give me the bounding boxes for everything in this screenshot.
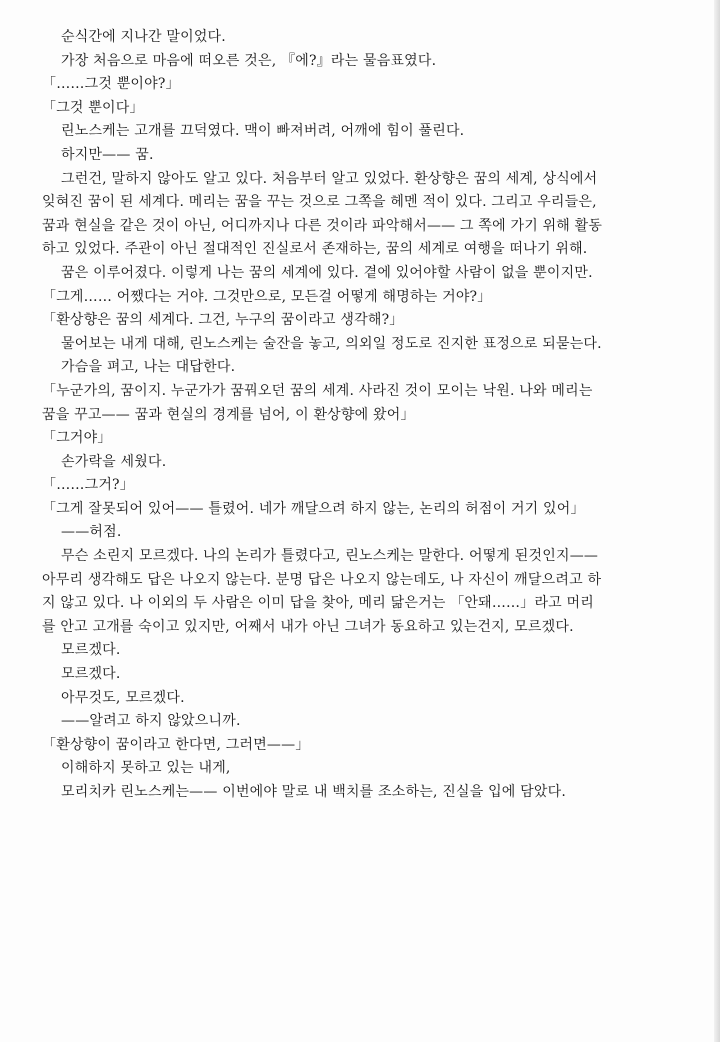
text-line: 「누군가의, 꿈이지. 누군가가 꿈꿔오던 꿈의 세계. 사라진 것이 모이는 낙원. 나와 메리는 — [42, 382, 593, 399]
text-line: 모리치카 린노스케는—— 이번에야 말로 내 백치를 조소하는, 진실을 입에 담았다. — [61, 784, 566, 800]
body-text — [42, 26, 682, 805]
text-line: 손가락을 세웠다. — [61, 453, 167, 470]
text-line: 그런건, 말하지 않아도 알고 있다. 처음부터 알고 있었다. 환상향은 꿈의 세계, 상식에서 — [61, 170, 598, 187]
text-line: 꿈과 현실을 같은 것이 아닌, 어디까지나 다른 것이라 파악해서—— 그 쪽에 가기 위해 활동 — [42, 217, 603, 234]
text-line: 「그것 뿐이다」 — [42, 99, 144, 116]
text-line: 「그게 잘못되어 있어—— 틀렸어. 네가 깨달으려 하지 않는, 논리의 허점이 거기 있어」 — [42, 500, 585, 517]
text-line: 린노스케는 고개를 끄덕였다. 맥이 빠져버려, 어깨에 힘이 풀린다. — [61, 123, 465, 140]
text-line: 「……그것 뿐이야?」 — [42, 76, 180, 93]
text-line: 하고 있었다. 주관이 아닌 절대적인 진실로서 존재하는, 꿈의 세계로 여행을 떠나기 위해. — [42, 241, 588, 258]
text-line: 하지만—— 꿈. — [61, 146, 154, 163]
text-line: 물어보는 내게 대해, 린노스케는 술잔을 놓고, 의외일 정도로 진지한 표정으로 되묻는다. — [61, 335, 602, 352]
text-line: 모르겠다. — [61, 642, 121, 659]
text-line: 가장 처음으로 마음에 떠오른 것은, 『에?』라는 물음표였다. — [61, 52, 437, 69]
text-line: 아무것도, 모르겠다. — [61, 689, 185, 706]
text-line: 지 않고 있다. 나 이외의 두 사람은 이미 답을 찾아, 메리 닮은거는 「안돼……」라고 머리 — [42, 595, 594, 612]
text-line: 이해하지 못하고 있는 내게, — [61, 760, 231, 777]
text-line: 꿈은 이루어졌다. 이렇게 나는 꿈의 세계에 있다. 곁에 있어야할 사람이 없을 뿐이지만. — [61, 264, 593, 281]
text-line: 가슴을 펴고, 나는 대답한다. — [61, 359, 236, 376]
text-line: ——알려고 하지 않았으니까. — [61, 713, 241, 730]
text-line: 잊혀진 꿈이 된 세계다. 메리는 꿈을 꾸는 것으로 그쪽을 헤멘 적이 있다. 그리고 우리들은, — [42, 194, 597, 211]
text-line: 아무리 생각해도 답은 나오지 않는다. 분명 답은 나오지 않는데도, 나 자신이 깨달으려고 하 — [42, 571, 602, 588]
text-line: 「그게…… 어쨌다는 거야. 그것만으로, 모든걸 어떻게 해명하는 거야?」 — [42, 288, 492, 305]
text-line: 「그거야」 — [42, 430, 112, 447]
text-line: 를 안고 고개를 숙이고 있지만, 어째서 내가 아닌 그녀가 동요하고 있는건지, 모르겠다. — [42, 618, 574, 635]
page-edge — [714, 0, 720, 1042]
text-line: 모르겠다. — [61, 666, 121, 683]
text-line: 꿈을 꾸고—— 꿈과 현실의 경계를 넘어, 이 환상향에 왔어」 — [42, 406, 415, 423]
text-line: 무슨 소린지 모르겠다. 나의 논리가 틀렸다고, 린노스케는 말한다. 어떻게 된것인지—— — [61, 548, 599, 565]
text-line: 순식간에 지나간 말이었다. — [61, 29, 226, 45]
text-line: 「환상향은 꿈의 세계다. 그건, 누구의 꿈이라고 생각해?」 — [42, 312, 404, 329]
text-line: 「……그거?」 — [42, 477, 134, 494]
text-line: 「환상향이 꿈이라고 한다면, 그러면——」 — [42, 736, 310, 753]
text-line: ——허점. — [61, 524, 122, 541]
